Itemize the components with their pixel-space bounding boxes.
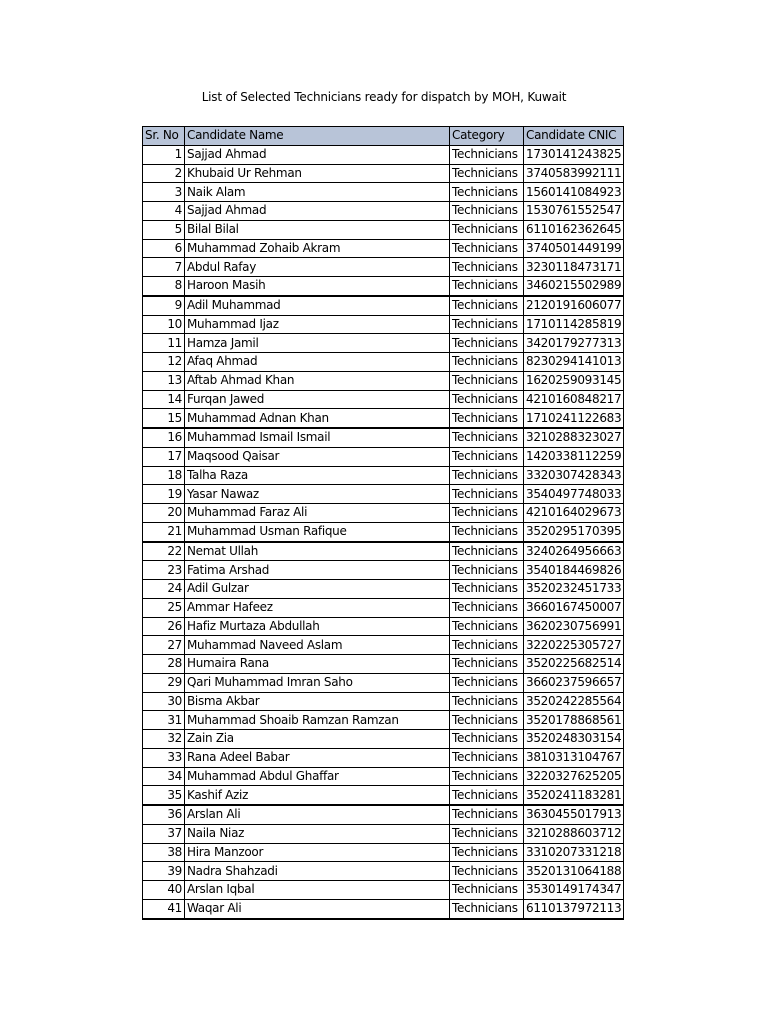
row-candidate-name: Qari Muhammad Imran Saho (185, 673, 450, 692)
row-sr-no: 19 (143, 485, 185, 504)
row-candidate-name: Arslan Iqbal (185, 881, 450, 900)
row-sr-no: 13 (143, 371, 185, 390)
table-row (143, 164, 624, 183)
table-row (143, 371, 624, 390)
row-category: Technicians (450, 862, 524, 881)
row-candidate-cnic: 3520248303154 (524, 730, 624, 749)
row-candidate-name: Muhammad Faraz Ali (185, 504, 450, 523)
row-category: Technicians (450, 296, 524, 315)
table-row (143, 711, 624, 730)
table-row (143, 145, 624, 164)
row-category: Technicians (450, 881, 524, 900)
row-candidate-cnic: 2120191606077 (524, 296, 624, 315)
table-row (143, 466, 624, 485)
row-category: Technicians (450, 786, 524, 805)
row-candidate-name: Aftab Ahmad Khan (185, 371, 450, 390)
row-candidate-cnic: 3740583992111 (524, 164, 624, 183)
row-sr-no: 12 (143, 353, 185, 372)
row-category: Technicians (450, 353, 524, 372)
table-row (143, 692, 624, 711)
row-sr-no: 8 (143, 277, 185, 296)
row-sr-no: 25 (143, 598, 185, 617)
table-row (143, 315, 624, 334)
row-category: Technicians (450, 598, 524, 617)
header-candidate-cnic: Candidate CNIC (524, 127, 624, 146)
row-sr-no: 35 (143, 786, 185, 805)
row-candidate-cnic: 6110162362645 (524, 220, 624, 239)
row-candidate-name: Rana Adeel Babar (185, 748, 450, 767)
row-category: Technicians (450, 655, 524, 674)
row-candidate-name: Muhammad Ijaz (185, 315, 450, 334)
row-candidate-cnic: 3520242285564 (524, 692, 624, 711)
table-row (143, 522, 624, 541)
row-candidate-cnic: 3520225682514 (524, 655, 624, 674)
row-candidate-cnic: 3520241183281 (524, 786, 624, 805)
row-category: Technicians (450, 258, 524, 277)
table-body (143, 145, 624, 918)
row-category: Technicians (450, 824, 524, 843)
row-sr-no: 17 (143, 447, 185, 466)
table-row (143, 183, 624, 202)
row-candidate-cnic: 3520232451733 (524, 580, 624, 599)
table-row (143, 202, 624, 221)
row-candidate-name: Adil Gulzar (185, 580, 450, 599)
row-candidate-cnic: 3530149174347 (524, 881, 624, 900)
header-candidate-name: Candidate Name (185, 127, 450, 146)
row-candidate-cnic: 6110137972113 (524, 899, 624, 918)
table-row (143, 617, 624, 636)
row-candidate-name: Muhammad Ismail Ismail (185, 428, 450, 447)
row-category: Technicians (450, 504, 524, 523)
row-candidate-name: Muhammad Zohaib Akram (185, 239, 450, 258)
row-category: Technicians (450, 673, 524, 692)
row-candidate-name: Hira Manzoor (185, 843, 450, 862)
row-sr-no: 37 (143, 824, 185, 843)
row-category: Technicians (450, 466, 524, 485)
row-candidate-name: Nadra Shahzadi (185, 862, 450, 881)
row-sr-no: 29 (143, 673, 185, 692)
row-category: Technicians (450, 730, 524, 749)
table-row (143, 862, 624, 881)
table-row (143, 296, 624, 315)
row-candidate-cnic: 3420179277313 (524, 334, 624, 353)
table-row (143, 542, 624, 561)
row-category: Technicians (450, 711, 524, 730)
table-row (143, 239, 624, 258)
table-row (143, 220, 624, 239)
row-candidate-cnic: 3540184469826 (524, 561, 624, 580)
row-category: Technicians (450, 183, 524, 202)
row-candidate-cnic: 1710241122683 (524, 409, 624, 428)
table-row (143, 786, 624, 805)
row-category: Technicians (450, 561, 524, 580)
row-sr-no: 18 (143, 466, 185, 485)
row-candidate-name: Muhammad Naveed Aslam (185, 636, 450, 655)
row-sr-no: 26 (143, 617, 185, 636)
row-candidate-name: Naik Alam (185, 183, 450, 202)
row-sr-no: 4 (143, 202, 185, 221)
table-row (143, 636, 624, 655)
row-category: Technicians (450, 843, 524, 862)
table-row (143, 598, 624, 617)
row-candidate-cnic: 3210288603712 (524, 824, 624, 843)
row-sr-no: 1 (143, 145, 185, 164)
row-category: Technicians (450, 164, 524, 183)
row-candidate-name: Sajjad Ahmad (185, 202, 450, 221)
row-category: Technicians (450, 485, 524, 504)
row-category: Technicians (450, 315, 524, 334)
table-row (143, 673, 624, 692)
row-category: Technicians (450, 748, 524, 767)
row-sr-no: 22 (143, 542, 185, 561)
row-category: Technicians (450, 542, 524, 561)
row-category: Technicians (450, 692, 524, 711)
row-candidate-name: Naila Niaz (185, 824, 450, 843)
row-category: Technicians (450, 636, 524, 655)
row-sr-no: 39 (143, 862, 185, 881)
row-category: Technicians (450, 334, 524, 353)
row-candidate-name: Arslan Ali (185, 805, 450, 824)
table-row (143, 277, 624, 296)
row-category: Technicians (450, 239, 524, 258)
row-candidate-name: Muhammad Adnan Khan (185, 409, 450, 428)
row-category: Technicians (450, 617, 524, 636)
row-sr-no: 32 (143, 730, 185, 749)
row-candidate-name: Sajjad Ahmad (185, 145, 450, 164)
row-candidate-cnic: 3520178868561 (524, 711, 624, 730)
table-row (143, 258, 624, 277)
row-sr-no: 40 (143, 881, 185, 900)
row-sr-no: 23 (143, 561, 185, 580)
table-row (143, 824, 624, 843)
row-sr-no: 5 (143, 220, 185, 239)
row-sr-no: 31 (143, 711, 185, 730)
row-candidate-cnic: 1710114285819 (524, 315, 624, 334)
row-category: Technicians (450, 428, 524, 447)
row-candidate-name: Zain Zia (185, 730, 450, 749)
table-row (143, 748, 624, 767)
row-candidate-name: Nemat Ullah (185, 542, 450, 561)
row-sr-no: 24 (143, 580, 185, 599)
table-row (143, 447, 624, 466)
table-header-row (143, 127, 624, 146)
row-candidate-cnic: 3540497748033 (524, 485, 624, 504)
document-title: List of Selected Technicians ready for dispatch by MOH, Kuwait (201, 90, 567, 104)
row-candidate-cnic: 3210288323027 (524, 428, 624, 447)
row-sr-no: 15 (143, 409, 185, 428)
row-candidate-cnic: 3630455017913 (524, 805, 624, 824)
row-sr-no: 27 (143, 636, 185, 655)
row-candidate-cnic: 4210160848217 (524, 390, 624, 409)
row-category: Technicians (450, 805, 524, 824)
row-candidate-name: Bisma Akbar (185, 692, 450, 711)
table-row (143, 409, 624, 428)
table-row (143, 390, 624, 409)
row-sr-no: 34 (143, 767, 185, 786)
table-row (143, 805, 624, 824)
row-candidate-cnic: 3220225305727 (524, 636, 624, 655)
row-candidate-name: Hafiz Murtaza Abdullah (185, 617, 450, 636)
row-candidate-name: Yasar Nawaz (185, 485, 450, 504)
row-sr-no: 21 (143, 522, 185, 541)
row-sr-no: 36 (143, 805, 185, 824)
row-candidate-name: Furqan Jawed (185, 390, 450, 409)
row-candidate-cnic: 3810313104767 (524, 748, 624, 767)
row-sr-no: 6 (143, 239, 185, 258)
row-candidate-cnic: 3660167450007 (524, 598, 624, 617)
row-candidate-cnic: 1420338112259 (524, 447, 624, 466)
row-candidate-name: Muhammad Shoaib Ramzan Ramzan (185, 711, 450, 730)
row-sr-no: 3 (143, 183, 185, 202)
header-sr-no: Sr. No (143, 127, 185, 146)
row-sr-no: 28 (143, 655, 185, 674)
row-candidate-cnic: 3740501449199 (524, 239, 624, 258)
row-candidate-name: Ammar Hafeez (185, 598, 450, 617)
row-candidate-name: Talha Raza (185, 466, 450, 485)
row-category: Technicians (450, 371, 524, 390)
row-candidate-name: Humaira Rana (185, 655, 450, 674)
row-category: Technicians (450, 580, 524, 599)
table-row (143, 428, 624, 447)
table-row (143, 767, 624, 786)
row-sr-no: 7 (143, 258, 185, 277)
row-candidate-name: Adil Muhammad (185, 296, 450, 315)
table-row (143, 899, 624, 918)
row-category: Technicians (450, 522, 524, 541)
table-row (143, 580, 624, 599)
row-candidate-name: Kashif Aziz (185, 786, 450, 805)
table-row (143, 843, 624, 862)
row-candidate-name: Maqsood Qaisar (185, 447, 450, 466)
row-sr-no: 41 (143, 899, 185, 918)
row-sr-no: 16 (143, 428, 185, 447)
row-candidate-cnic: 3240264956663 (524, 542, 624, 561)
row-candidate-cnic: 8230294141013 (524, 353, 624, 372)
row-candidate-cnic: 1730141243825 (524, 145, 624, 164)
table-row (143, 485, 624, 504)
row-candidate-name: Bilal Bilal (185, 220, 450, 239)
row-candidate-name: Haroon Masih (185, 277, 450, 296)
row-candidate-cnic: 1560141084923 (524, 183, 624, 202)
table-row (143, 730, 624, 749)
row-candidate-cnic: 4210164029673 (524, 504, 624, 523)
row-candidate-cnic: 3660237596657 (524, 673, 624, 692)
row-candidate-name: Hamza Jamil (185, 334, 450, 353)
row-candidate-cnic: 3230118473171 (524, 258, 624, 277)
row-candidate-cnic: 1620259093145 (524, 371, 624, 390)
row-sr-no: 20 (143, 504, 185, 523)
row-category: Technicians (450, 447, 524, 466)
row-candidate-name: Muhammad Usman Rafique (185, 522, 450, 541)
row-candidate-cnic: 3320307428343 (524, 466, 624, 485)
row-category: Technicians (450, 145, 524, 164)
row-candidate-cnic: 3520295170395 (524, 522, 624, 541)
row-category: Technicians (450, 220, 524, 239)
row-candidate-name: Abdul Rafay (185, 258, 450, 277)
row-sr-no: 9 (143, 296, 185, 315)
table-row (143, 334, 624, 353)
row-candidate-cnic: 3520131064188 (524, 862, 624, 881)
row-sr-no: 33 (143, 748, 185, 767)
row-candidate-name: Fatima Arshad (185, 561, 450, 580)
row-candidate-name: Khubaid Ur Rehman (185, 164, 450, 183)
row-sr-no: 11 (143, 334, 185, 353)
header-category: Category (450, 127, 524, 146)
technicians-table (142, 126, 624, 920)
row-sr-no: 30 (143, 692, 185, 711)
row-category: Technicians (450, 277, 524, 296)
row-candidate-cnic: 3620230756991 (524, 617, 624, 636)
row-candidate-name: Muhammad Abdul Ghaffar (185, 767, 450, 786)
table-row (143, 561, 624, 580)
table-row (143, 353, 624, 372)
row-sr-no: 2 (143, 164, 185, 183)
row-sr-no: 38 (143, 843, 185, 862)
row-candidate-cnic: 1530761552547 (524, 202, 624, 221)
row-sr-no: 14 (143, 390, 185, 409)
row-candidate-cnic: 3310207331218 (524, 843, 624, 862)
row-category: Technicians (450, 767, 524, 786)
table-row (143, 655, 624, 674)
row-candidate-name: Waqar Ali (185, 899, 450, 918)
row-category: Technicians (450, 409, 524, 428)
row-candidate-cnic: 3220327625205 (524, 767, 624, 786)
row-sr-no: 10 (143, 315, 185, 334)
row-category: Technicians (450, 390, 524, 409)
row-candidate-cnic: 3460215502989 (524, 277, 624, 296)
row-category: Technicians (450, 899, 524, 918)
table-row (143, 881, 624, 900)
row-category: Technicians (450, 202, 524, 221)
table-row (143, 504, 624, 523)
row-candidate-name: Afaq Ahmad (185, 353, 450, 372)
